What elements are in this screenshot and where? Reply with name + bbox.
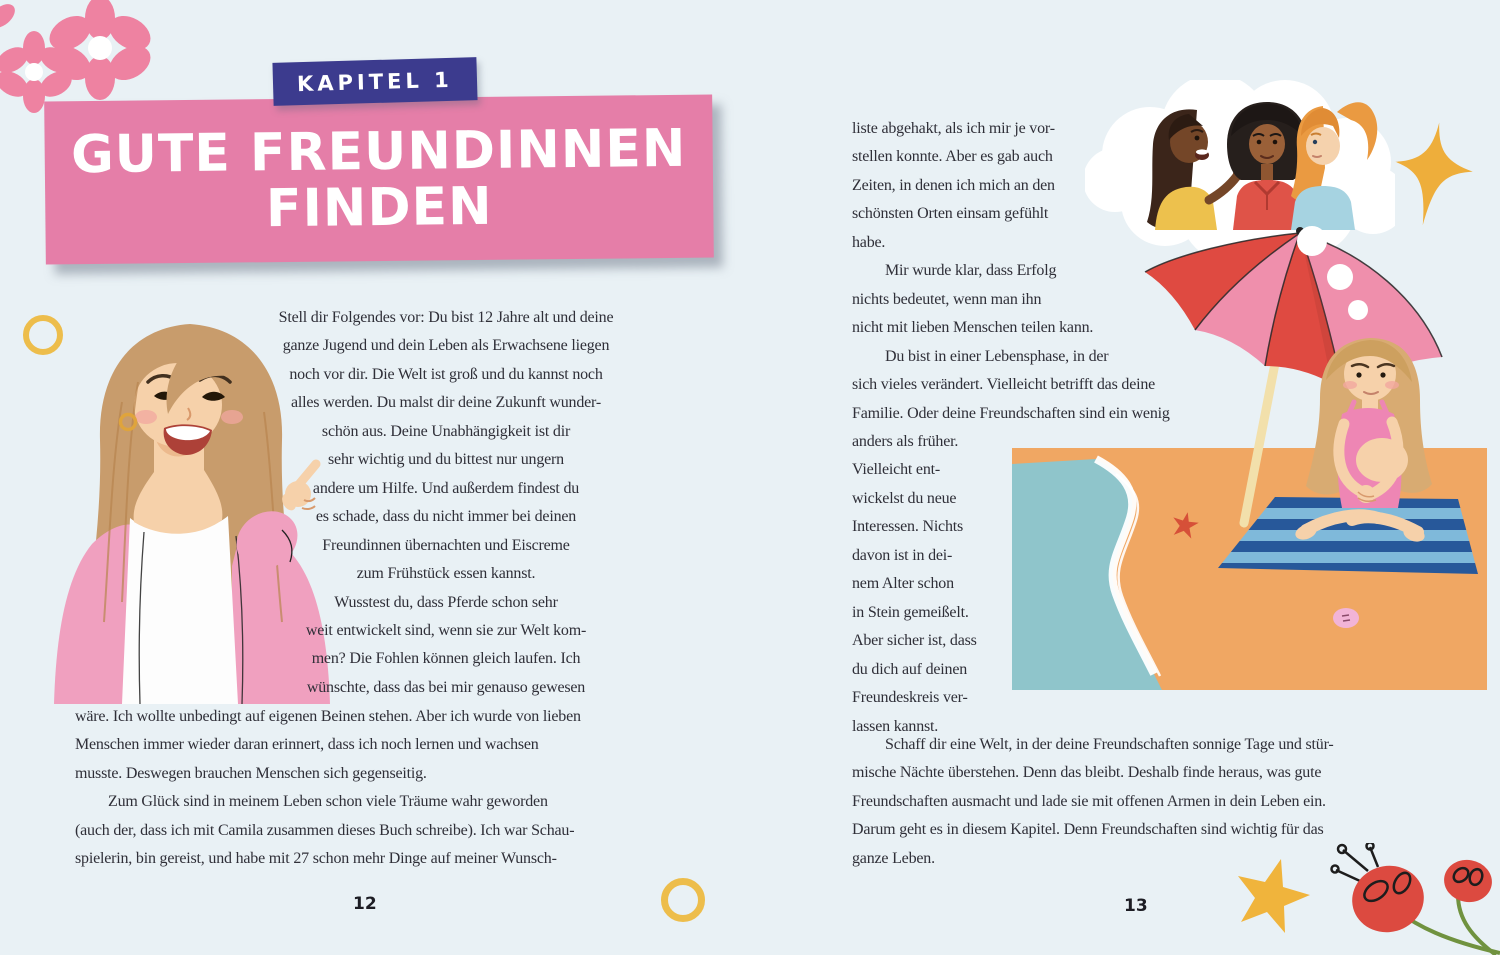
chapter-badge: KAPITEL 1 bbox=[272, 57, 477, 106]
text-line: nicht mit lieben Menschen teilen kann. bbox=[852, 319, 1094, 337]
page-number-right: 13 bbox=[1124, 896, 1148, 916]
text-line: nem Alter schon bbox=[852, 575, 954, 593]
text-line: sich vieles verändert. Vielleicht betrifft das deine bbox=[852, 376, 1156, 394]
text-line: es schade, dass du nicht immer bei deinen bbox=[315, 508, 577, 526]
yellow-ring-decoration bbox=[661, 878, 705, 922]
left-page-body-text bbox=[75, 703, 581, 874]
text-line: Mir wurde klar, dass Erfolg bbox=[885, 262, 1057, 280]
text-line: wickelst du neue bbox=[852, 489, 957, 507]
text-line: Schaff dir eine Welt, in der deine Freundschaften sonnige Tage und stür- bbox=[885, 736, 1334, 753]
chapter-title-box bbox=[44, 95, 714, 265]
text-line: spielerin, bin gereist, und habe mit 27 schon mehr Dinge auf meiner Wunsch- bbox=[75, 850, 557, 868]
text-line: Vielleicht ent- bbox=[852, 461, 941, 479]
yellow-sparkle-decoration bbox=[1392, 120, 1476, 230]
page-number-left: 12 bbox=[353, 894, 377, 914]
text-line: noch vor dir. Die Welt ist groß und du kannst noch bbox=[289, 365, 603, 383]
text-line: Du bist in einer Lebensphase, in der bbox=[885, 347, 1109, 365]
girl-on-towel-illustration bbox=[1258, 330, 1438, 580]
text-line: Wusstest du, dass Pferde schon sehr bbox=[334, 593, 558, 611]
text-line: Familie. Oder deine Freundschaften sind ein wenig bbox=[852, 404, 1170, 422]
text-line: schön aus. Deine Unabhängigkeit ist dir bbox=[321, 422, 571, 440]
text-line: weit entwickelt sind, wenn sie zur Welt kom- bbox=[305, 621, 587, 639]
text-line: nichts bedeutet, wenn man ihn bbox=[852, 290, 1042, 308]
left-page-intro-text bbox=[240, 304, 652, 702]
text-line: ganze Jugend und dein Leben als Erwachsene liegen bbox=[282, 337, 610, 355]
text-line: Zum Glück sind in meinem Leben schon viele Träume wahr geworden bbox=[108, 793, 548, 811]
text-line: Zeiten, in denen ich mich an den bbox=[852, 176, 1055, 194]
chapter-title-line-2: FINDEN bbox=[265, 176, 493, 239]
text-line: davon ist in dei- bbox=[852, 546, 953, 564]
text-line: wäre. Ich wollte unbedingt auf eigenen Beinen stehen. Aber ich wurde von lieben bbox=[75, 708, 581, 725]
right-page-closing-text bbox=[852, 731, 1334, 873]
text-line: habe. bbox=[852, 233, 886, 251]
text-line: men? Die Fohlen können gleich laufen. Ich bbox=[311, 650, 581, 668]
text-line: Freundeskreis ver- bbox=[852, 689, 968, 707]
text-line: alles werden. Du malst dir deine Zukunft wunder- bbox=[291, 394, 601, 412]
text-line: anders als früher. bbox=[852, 432, 959, 450]
text-line: Interessen. Nichts bbox=[852, 518, 964, 536]
text-line: andere um Hilfe. Und außerdem findest du bbox=[312, 479, 580, 497]
text-line: sehr wichtig und du bittest nur ungern bbox=[328, 451, 564, 469]
right-page-body-text bbox=[852, 115, 1170, 741]
text-line: schönsten Orten einsam gefühlt bbox=[852, 205, 1049, 223]
text-line: Menschen immer wieder daran erinnert, dass ich noch lernen und wachsen bbox=[75, 736, 539, 754]
text-line: liste abgehakt, als ich mir je vor- bbox=[852, 120, 1055, 137]
text-line: mische Nächte überstehen. Denn das bleibt. Deshalb finde heraus, was gute bbox=[852, 764, 1322, 782]
text-line: stellen konnte. Aber es gab auch bbox=[852, 148, 1053, 166]
yellow-ring-decoration bbox=[23, 315, 63, 355]
text-line: ganze Leben. bbox=[852, 849, 935, 867]
text-line: musste. Deswegen brauchen Menschen sich gegenseitig. bbox=[75, 764, 427, 782]
text-line: wünschte, dass das bei mir genauso gewesen bbox=[306, 678, 586, 696]
text-line: zum Frühstück essen kannst. bbox=[356, 565, 536, 583]
text-line: lassen kannst. bbox=[852, 717, 939, 735]
red-poppies-decoration bbox=[1330, 843, 1500, 955]
text-line: (auch der, dass ich mit Camila zusammen dieses Buch schreibe). Ich war Schau- bbox=[75, 821, 575, 839]
chapter-title-line-1: GUTE FREUNDINNEN bbox=[70, 118, 687, 185]
text-line: du dich auf deinen bbox=[852, 660, 968, 678]
text-line: Freundschaften ausmacht und lade sie mit offenen Armen in dein Leben ein. bbox=[852, 792, 1326, 810]
text-line: Stell dir Folgendes vor: Du bist 12 Jahre alt und deine bbox=[278, 309, 614, 326]
text-line: Freundinnen übernachten und Eiscreme bbox=[322, 536, 570, 554]
text-line: Aber sicher ist, dass bbox=[852, 632, 977, 650]
pink-shell bbox=[1333, 608, 1359, 628]
text-line: in Stein gemeißelt. bbox=[852, 603, 969, 621]
text-line: Darum geht es in diesem Kapitel. Denn Freundschaften sind wichtig für das bbox=[852, 821, 1324, 839]
